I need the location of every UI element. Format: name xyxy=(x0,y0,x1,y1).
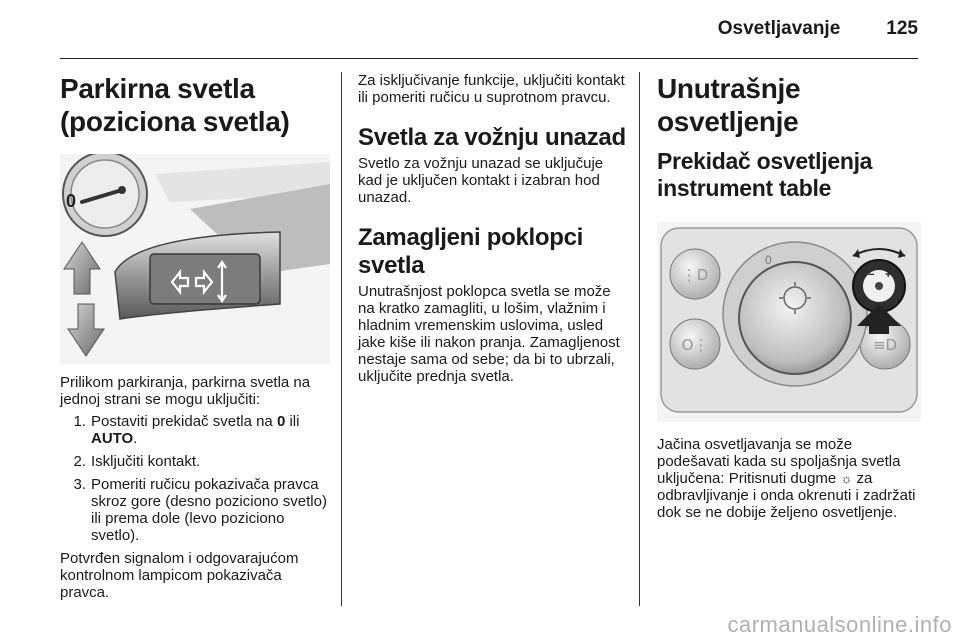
dial-label-zero: 0 xyxy=(765,253,772,267)
watermark: carmanualsonline.info xyxy=(727,612,952,637)
step-number: 2. xyxy=(73,453,86,470)
step-number: 1. xyxy=(73,413,86,430)
column-2 xyxy=(358,72,626,385)
dimmer-instructions xyxy=(657,436,922,521)
dimmer-text-post: za odbravljivanje i onda okrenuti i zadržati dok se ne dobije željeno osvetljenje. xyxy=(657,470,916,521)
turn-signal-lever-illustration xyxy=(60,154,330,364)
column-1 xyxy=(60,72,330,601)
parking-lights-heading: Parkirna svetla (poziciona svetla) xyxy=(60,73,290,137)
step-number: 3. xyxy=(73,476,86,493)
step-2 xyxy=(60,453,330,470)
switch-position-auto: AUTO xyxy=(91,430,134,447)
step-text-pre: Postaviti prekidač svetla na xyxy=(91,413,277,430)
svg-text:≡D: ≡D xyxy=(872,336,898,354)
step-1 xyxy=(60,413,330,447)
header-divider xyxy=(60,58,918,59)
deactivate-paragraph: Za isključivanje funkcije, uključiti kontakt ili pomeriti ručicu u suprotnom pravcu. xyxy=(358,72,625,106)
column-divider-1 xyxy=(341,72,342,606)
header-section: Osvetljavanje xyxy=(717,18,841,39)
step-text: Pomeriti ručicu pokazivača pravca skroz gore (desno poziciono svetlo) ili prema dole (levo poziciono svetlo). xyxy=(91,476,327,544)
dimmer-plus: + xyxy=(885,269,892,281)
reversing-lights-body: Svetlo za vožnju unazad se uključuje kad je uključen kontakt i izabran hod unazad. xyxy=(358,155,604,206)
instrument-illumination-heading: Prekidač osvetljenja instrument table xyxy=(657,148,873,201)
svg-text:⋮D: ⋮D xyxy=(681,266,709,284)
parking-outro: Potvrđen signalom i odgovarajućom kontrolnom lampicom pokazivača pravca. xyxy=(60,550,299,601)
page-number: 125 xyxy=(886,18,918,39)
column-3 xyxy=(657,72,922,521)
switch-position-zero: 0 xyxy=(276,413,286,430)
dimmer-text-pre: Jačina osvetljavanja se može podešavati kada su spoljašnja svetla uključena: Pritisnuti dugme xyxy=(657,436,901,487)
parking-intro: Prilikom parkiranja, parkirna svetla na jednoj strani se mogu uključiti: xyxy=(60,374,311,408)
dimmer-button-symbol-icon: ☼ xyxy=(840,471,853,486)
step-text xyxy=(91,413,330,447)
page-header xyxy=(718,18,918,40)
svg-text:O⋮: O⋮ xyxy=(681,336,709,354)
turn-signal-lever-svg xyxy=(60,154,330,364)
figure-label-zero: 0 xyxy=(66,191,77,211)
dimmer-minus: − xyxy=(868,269,875,281)
column-divider-2 xyxy=(639,72,640,606)
fogged-covers-body: Unutrašnjost poklopca svetla se može na kratko zamagliti, u lošim, vlažnim i hladnim vremenskim uslovima, usled jake kiše ili nakon pranja. Zamagljenost nestaje sama od sebe; da bi to ubrzali, uključite prednja svetla. xyxy=(358,283,620,385)
parking-steps xyxy=(60,413,330,544)
step-text-post: . xyxy=(133,430,138,447)
light-switch-knob-icon xyxy=(739,262,851,374)
light-switch-panel-svg xyxy=(657,222,921,422)
reversing-lights-heading: Svetla za vožnju unazad xyxy=(358,124,626,151)
instrument-dimmer-illustration xyxy=(657,222,921,422)
step-text-mid: ili xyxy=(285,413,300,430)
step-3 xyxy=(60,476,330,544)
step-text: Isključiti kontakt. xyxy=(91,453,201,470)
interior-lighting-heading: Unutrašnje osvetljenje xyxy=(657,73,801,137)
fogged-covers-heading: Zamagljeni poklopci svetla xyxy=(358,224,584,279)
